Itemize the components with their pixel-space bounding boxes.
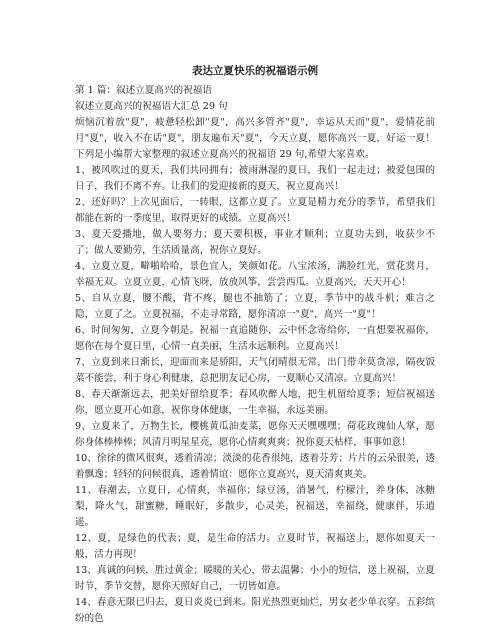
paragraph: 11、春潮去，立夏日，心情爽，幸福你；绿豆汤，消暑气，柠檬汁，养身体，冰糖梨，降火气，甜蜜糖，睡眠好，多散步，心灵美，祝福送，幸福绕，健康伴，乐逍遥。: [75, 485, 435, 528]
paragraph: 10、徐徐的微风很爽，透着清凉；淡淡的花香很纯，透着芬芳；片片的云朵很美，透着飘逸；轻轻的问候很真，透着情谊：愿你立夏高兴，夏天清爽爽美。: [75, 453, 435, 480]
paragraph: 14、春意无限已归去，夏日炎炎已到来。阳光热烈更灿烂，男女老少单衣穿。五彩缤纷的色: [75, 597, 435, 624]
paragraph: 2、还好吗？上次见面后，一转眼，这都立夏了。立夏是精力充分的季节，希望我们都能在新的一季度里，取得更好的成绩。立夏高兴！: [75, 197, 435, 224]
paragraph: 烦恼沉着放"夏"，疲惫轻松卸"夏"，高兴多管齐"夏"，幸运从天而"夏"，爱情花前月"夏"，收入不在话"夏"，朋友遍布天"夏"，今天立夏，愿你高兴一夏，好运一夏！下列是小编帮大家整理的叙述立夏高兴的祝福语 29 句,希望大家喜欢。: [75, 117, 435, 160]
paragraph: 13、真诚的问候，胜过黄金；暖暖的关心，带去温馨；小小的短信，送上祝福，立夏时节，季节交替，愿你天照好自己，一切皆如意。: [75, 565, 435, 592]
paragraph: 第 1 篇：叙述立夏高兴的祝福语: [75, 85, 212, 96]
paragraph: 3、夏天爱播地，做人要努力；夏天要积极，事业才顺利；立夏功夫到，收获少不了；做人要勤劳，生活质量高，祝你立夏好。: [75, 229, 435, 256]
paragraph: 4、立夏立夏，噼啪哈哈，景色宜人，笑颜如花。八宝浓汤，满脸红光，赏花赏月，幸福无双。立夏立夏，心情飞呀，放放风筝，尝尝西瓜。立夏高兴，天天开心！: [75, 261, 435, 288]
paragraph: 12、夏，是绿色的代表；夏，是生命的活力。立夏时节，祝福送上，愿你如夏天一般，活力再现！: [75, 533, 435, 560]
document-body: [75, 83, 435, 627]
paragraph: 叙述立夏高兴的祝福语大汇总 29 句: [75, 101, 228, 112]
document-title: 表达立夏快乐的祝福语示例: [192, 65, 318, 77]
paragraph: 5、自从立夏，腰不酸，背不疼，腿也不抽筋了；立夏，季节中的战斗机；难言之隐，立夏了之。立夏祝福，不走寻常路，愿你清凉一"夏"，高兴一"夏"！: [75, 293, 435, 320]
paragraph: 7、立夏到来日渐长，迎面而来是骄阳，天气闭晴很无常，出门带伞莫贪凉，隔夜饭菜不能尝，利于身心利健康，总把朋友记心房，一夏顺心又清凉。立夏高兴！: [75, 357, 435, 384]
paragraph: 9、立夏来了，万物生长，樱桃黄瓜油麦菜，愿你天天嘿嘿嘿；荷花玫瑰仙人掌，愿你身体棒棒棒；风清月明星星亮，愿你心情爽爽爽；祝你夏天枯样，事事如意！: [75, 421, 435, 448]
paragraph: 8、春天渐渐远去，把美好留给夏季；春风吹醉人地，把生机留给夏季；短信祝福送你，愿立夏开心如意，祝你身体健康，一生幸福，永远美丽。: [75, 389, 435, 416]
paragraph: 6、时间匆匆，立夏今朝是。祝福一直追随你，云中怀念寄给你，一直想要祝福你，愿你在每个夏日里，心情一直美丽，生活永远顺利。立夏高兴！: [75, 325, 435, 352]
paragraph: 1、被风吹过的夏天，我们共同拥有；被雨淋湿的夏日，我们一起走过；被爱包围的日子，我们不离不弃。让我们的爱迎接新的夏天，祝立夏高兴！: [75, 165, 435, 192]
document-page: [75, 0, 435, 624]
